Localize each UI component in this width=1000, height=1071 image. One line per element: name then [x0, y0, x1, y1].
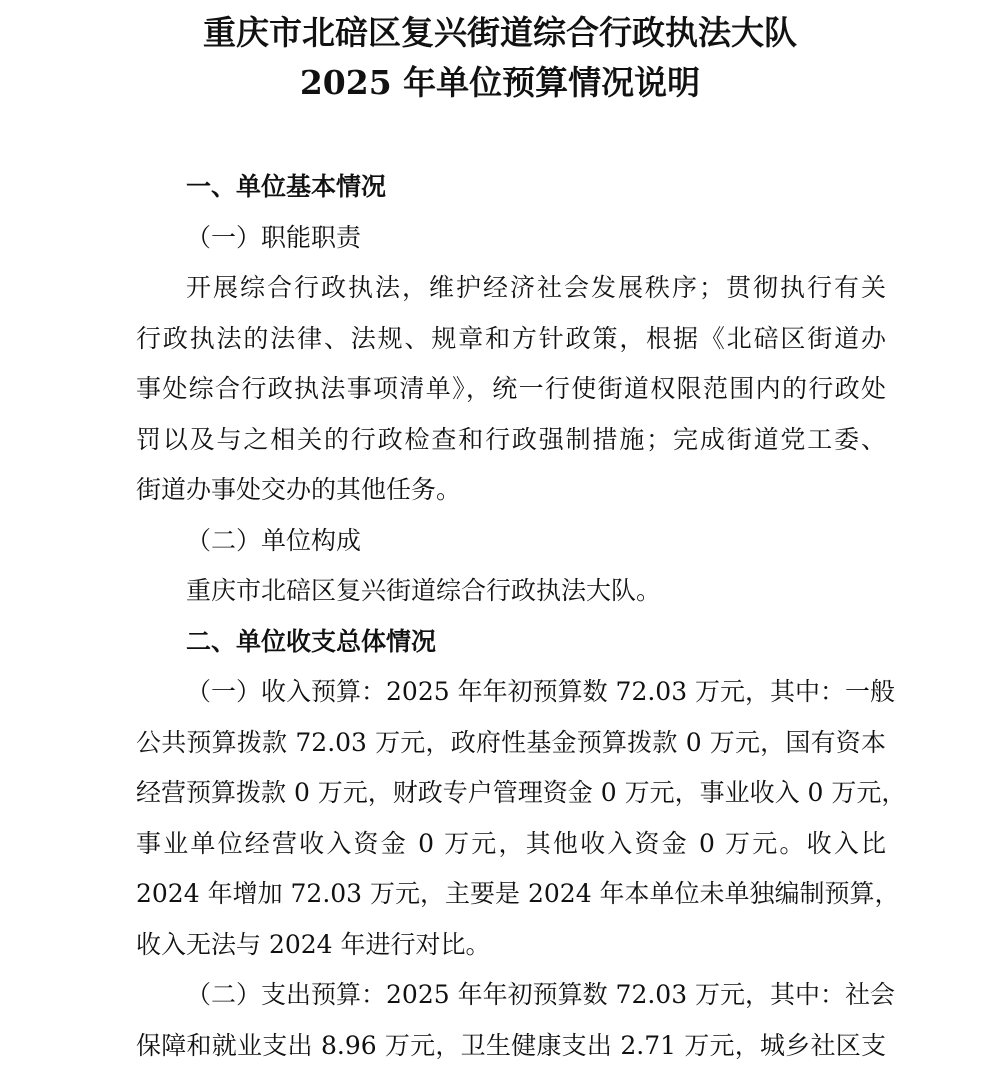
paragraph-line: 行政执法的法律、法规、规章和方针政策，根据《北碚区街道办 [136, 314, 886, 365]
paragraph-line: 2024 年增加 72.03 万元，主要是 2024 年本单位未单独编制预算， [136, 869, 886, 920]
section-1-sub-1-paragraph [136, 263, 886, 516]
paragraph-line: 重庆市北碚区复兴街道综合行政执法大队。 [136, 566, 886, 617]
paragraph-line: 开展综合行政执法，维护经济社会发展秩序；贯彻执行有关 [136, 263, 886, 314]
paragraph-line: 罚以及与之相关的行政检查和行政强制措施；完成街道党工委、 [136, 415, 886, 466]
paragraph-line: 公共预算拨款 72.03 万元，政府性基金预算拨款 0 万元，国有资本 [136, 718, 886, 769]
section-2-heading: 二、单位收支总体情况 [136, 617, 886, 668]
income-budget-lead: （一）收入预算： [186, 677, 386, 706]
document-title-line-1: 重庆市北碚区复兴街道综合行政执法大队 [0, 8, 1000, 58]
expenditure-budget-lead: （二）支出预算： [186, 980, 386, 1009]
paragraph-line: 收入无法与 2024 年进行对比。 [136, 920, 886, 971]
section-1-heading: 一、单位基本情况 [136, 162, 886, 213]
document-body [136, 162, 886, 1071]
section-1-sub-1-heading: （一）职能职责 [136, 213, 886, 264]
paragraph-line-text: 2025 年年初预算数 72.03 万元，其中：社会 [386, 980, 895, 1009]
document-title-line-2: 2025 年单位预算情况说明 [0, 58, 1000, 108]
paragraph-line: 事业单位经营收入资金 0 万元，其他收入资金 0 万元。收入比 [136, 819, 886, 870]
paragraph-line-text: 2025 年年初预算数 72.03 万元，其中：一般 [386, 677, 895, 706]
paragraph-line: 街道办事处交办的其他任务。 [136, 465, 886, 516]
section-1-sub-2-heading: （二）单位构成 [136, 516, 886, 567]
paragraph-line [136, 667, 886, 718]
section-2-sub-1-paragraph [136, 667, 886, 970]
paragraph-line [136, 970, 886, 1021]
section-2-sub-2-paragraph [136, 970, 886, 1071]
paragraph-line: 经营预算拨款 0 万元，财政专户管理资金 0 万元，事业收入 0 万元， [136, 768, 886, 819]
paragraph-line: 保障和就业支出 8.96 万元，卫生健康支出 2.71 万元，城乡社区支 [136, 1021, 886, 1071]
paragraph-line: 事处综合行政执法事项清单》，统一行使街道权限范围内的行政处 [136, 364, 886, 415]
